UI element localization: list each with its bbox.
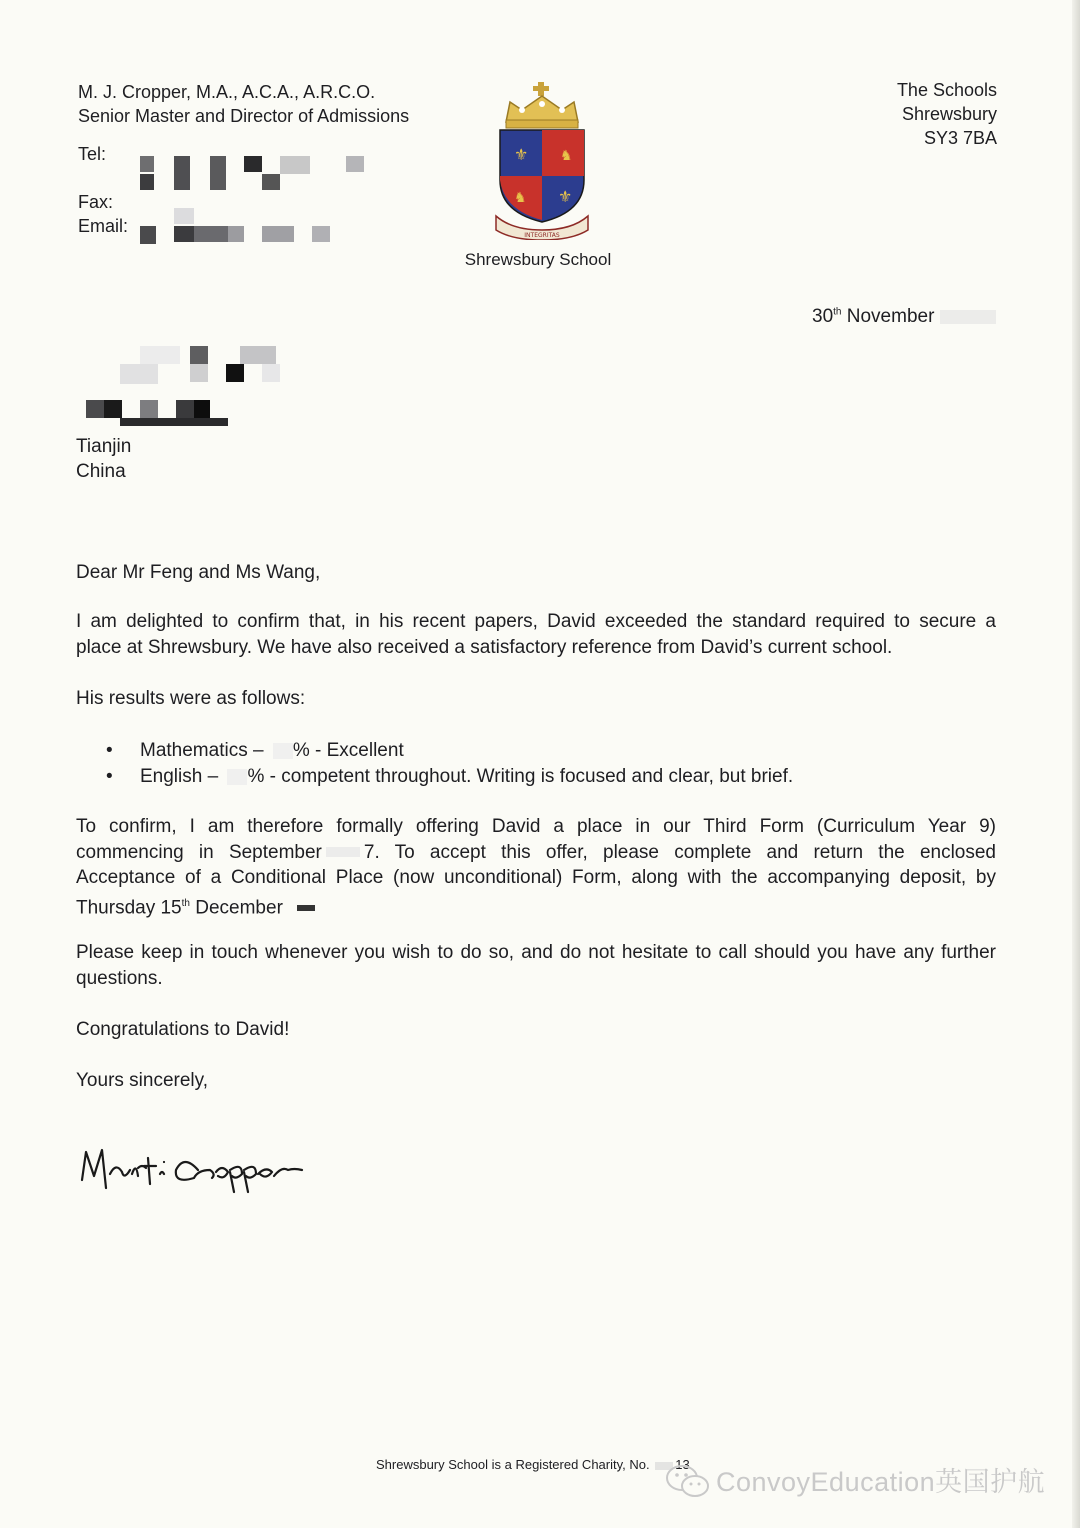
wechat-icon	[664, 1464, 712, 1500]
score-redaction	[227, 769, 247, 785]
results-list	[76, 738, 793, 790]
shield-icon	[500, 130, 584, 222]
svg-text:INTEGRITAS: INTEGRITAS	[524, 232, 560, 239]
results-intro: His results were as follows:	[76, 688, 306, 709]
para3-line3: Acceptance of a Conditional Place (now unconditional) Form, along with the accompanying deposit, by	[76, 867, 996, 888]
result-comment: - Excellent	[315, 740, 404, 761]
recipient-address	[76, 434, 131, 484]
date-suffix: th	[833, 306, 842, 318]
charity-footer	[376, 1457, 690, 1472]
paragraph-offer-intro	[76, 609, 996, 660]
svg-text:♞: ♞	[514, 190, 527, 206]
para3-line2: commencing in September 7. To accept this offer, please complete and return the enclosed	[76, 841, 997, 863]
score-redaction	[273, 743, 293, 759]
handwritten-signature	[76, 1140, 326, 1200]
paragraph-keep-in-touch	[76, 940, 996, 991]
charity-number-tail: 13	[675, 1457, 690, 1472]
closing: Yours sincerely,	[76, 1070, 209, 1091]
crown-icon	[506, 82, 578, 128]
sender-title: Senior Master and Director of Admissions	[78, 106, 410, 126]
recipient-city: Tianjin	[76, 436, 132, 457]
watermark-text: ConvoyEducation英国护航	[716, 1467, 1046, 1497]
para4-line2: questions.	[76, 967, 163, 989]
charity-text: Shrewsbury School is a Registered Charity, No.	[376, 1457, 650, 1472]
address-line-3: SY3 7BA	[923, 128, 997, 148]
result-comment: - competent throughout. Writing is focused and clear, but brief.	[269, 766, 794, 787]
result-item-english	[76, 764, 793, 790]
address-line-2: Shrewsbury	[901, 104, 997, 124]
letter-date	[812, 306, 996, 328]
svg-text:⚜: ⚜	[558, 187, 573, 206]
date-day: 30	[812, 306, 834, 327]
tel-label: Tel:	[78, 144, 107, 164]
fax-label: Fax:	[78, 192, 114, 212]
congratulations: Congratulations to David!	[76, 1019, 290, 1040]
para4-line1: Please keep in touch whenever you wish to do so, and do not hesitate to call should you have any further	[76, 942, 996, 963]
date-month: November	[846, 306, 935, 327]
school-crest-icon	[492, 80, 592, 240]
address-line-1: The Schools	[896, 80, 997, 100]
para3-line4: Thursday 15th December	[76, 891, 996, 921]
para1-line2: place at Shrewsbury. We have also received a satisfactory reference from David’s current school.	[76, 636, 893, 658]
svg-text:♞: ♞	[560, 148, 573, 164]
sender-block	[78, 80, 409, 128]
result-subject: Mathematics –	[140, 740, 264, 761]
salutation: Dear Mr Feng and Ms Wang,	[76, 562, 321, 583]
para3-line1: To confirm, I am therefore formally offering David a place in our Third Form (Curriculum Year 9)	[76, 816, 996, 837]
recipient-country: China	[76, 461, 126, 482]
year-redaction	[326, 847, 360, 857]
para1-line1: I am delighted to confirm that, in his recent papers, David exceeded the standard required to secure a	[76, 611, 996, 632]
date-year-redaction	[940, 310, 996, 324]
result-percent: %	[247, 766, 265, 787]
paragraph-formal-offer	[76, 814, 996, 920]
school-name: Shrewsbury School	[464, 250, 612, 269]
school-address	[897, 78, 997, 150]
page-edge-shadow	[1072, 0, 1080, 1528]
result-item-mathematics	[76, 738, 793, 764]
email-label: Email:	[78, 216, 129, 236]
deadline-year-redaction	[297, 905, 315, 911]
result-subject: English –	[140, 766, 219, 787]
sender-name: M. J. Cropper, M.A., A.C.A., A.R.C.O.	[78, 82, 376, 102]
svg-text:⚜: ⚜	[514, 145, 529, 164]
result-percent: %	[292, 740, 310, 761]
